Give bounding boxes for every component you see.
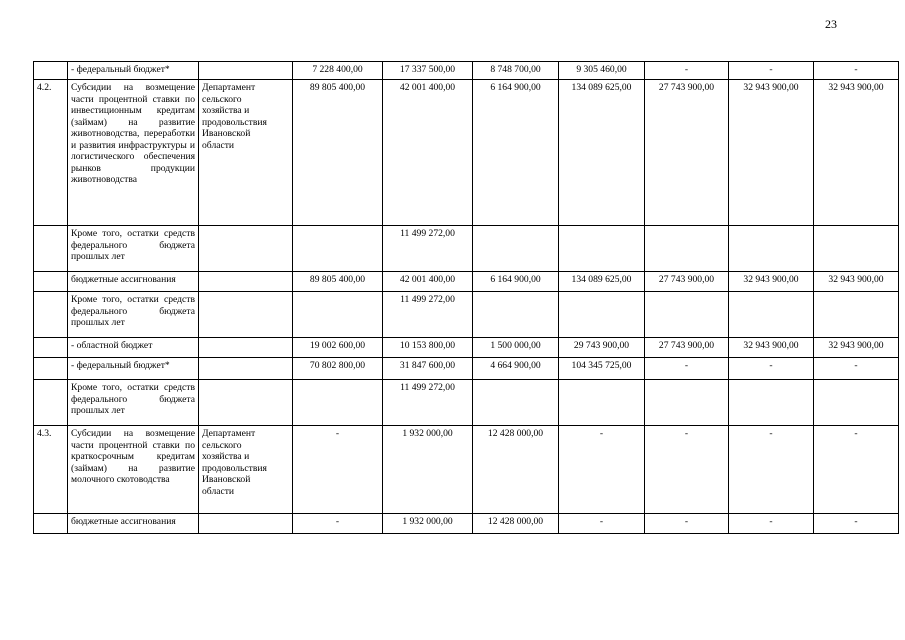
amount-cell: - xyxy=(293,514,383,534)
row-description-cell: - федеральный бюджет* xyxy=(68,62,199,80)
amount-cell: 11 499 272,00 xyxy=(383,226,473,272)
department-line: продовольствия xyxy=(202,116,267,128)
amount-cell: 27 743 900,00 xyxy=(645,80,729,226)
row-description-cell: Субсидии на возмещение части процентной ставки по инвестиционным кредитам (займам) на развитие животноводства, переработки и развития инфраструктуры и логистического обеспечения рынков продукции животноводства xyxy=(68,80,199,226)
amount-cell: 32 943 900,00 xyxy=(729,272,814,292)
department-line: Ивановской xyxy=(202,128,251,139)
amount-cell: 1 932 000,00 xyxy=(383,514,473,534)
table-row xyxy=(34,80,899,226)
amount-cell: - xyxy=(729,514,814,534)
amount-cell: 12 428 000,00 xyxy=(473,426,559,514)
amount-cell: 1 932 000,00 xyxy=(383,426,473,514)
amount-cell: 27 743 900,00 xyxy=(645,338,729,358)
row-code-cell xyxy=(34,62,68,80)
row-department-cell xyxy=(199,62,293,80)
amount-cell: 10 153 800,00 xyxy=(383,338,473,358)
amount-cell: 134 089 625,00 xyxy=(559,272,645,292)
row-description-cell: - областной бюджет xyxy=(68,338,199,358)
table-row xyxy=(34,514,899,534)
table-row xyxy=(34,380,899,426)
row-description-cell: - федеральный бюджет* xyxy=(68,358,199,380)
row-department-cell xyxy=(199,80,293,226)
amount-cell: 7 228 400,00 xyxy=(293,62,383,80)
amount-cell: 32 943 900,00 xyxy=(729,80,814,226)
table-row xyxy=(34,358,899,380)
page-number: 23 xyxy=(825,17,837,31)
row-department-cell xyxy=(199,358,293,380)
table-row xyxy=(34,226,899,272)
amount-cell xyxy=(729,292,814,338)
amount-cell: 6 164 900,00 xyxy=(473,272,559,292)
amount-cell: 31 847 600,00 xyxy=(383,358,473,380)
amount-cell: - xyxy=(645,514,729,534)
amount-cell xyxy=(293,292,383,338)
amount-cell: - xyxy=(729,358,814,380)
department-line: сельского xyxy=(202,439,242,451)
row-department-cell xyxy=(199,380,293,426)
amount-cell: 4 664 900,00 xyxy=(473,358,559,380)
row-description-cell: Кроме того, остатки средств федерального бюджета прошлых лет xyxy=(68,292,199,338)
amount-cell xyxy=(559,380,645,426)
amount-cell: - xyxy=(729,62,814,80)
amount-cell: 12 428 000,00 xyxy=(473,514,559,534)
row-code-cell: 4.2. xyxy=(34,80,68,226)
department-line: продовольствия xyxy=(202,462,267,474)
table-row xyxy=(34,62,899,80)
row-description-cell: бюджетные ассигнования xyxy=(68,514,199,534)
amount-cell xyxy=(293,226,383,272)
amount-cell: 32 943 900,00 xyxy=(814,272,899,292)
row-department-cell xyxy=(199,514,293,534)
amount-cell: 6 164 900,00 xyxy=(473,80,559,226)
department-line: области xyxy=(202,485,235,497)
table-row xyxy=(34,272,899,292)
department-line: Департамент xyxy=(202,428,256,439)
amount-cell xyxy=(645,292,729,338)
row-department-cell xyxy=(199,226,293,272)
amount-cell: 89 805 400,00 xyxy=(293,272,383,292)
amount-cell: 29 743 900,00 xyxy=(559,338,645,358)
row-description-cell: Субсидии на возмещение части процентной ставки по краткосрочным кредитам (займам) на развитие молочного скотоводства xyxy=(68,426,199,514)
amount-cell: - xyxy=(729,426,814,514)
amount-cell xyxy=(645,380,729,426)
row-code-cell xyxy=(34,272,68,292)
row-department-cell xyxy=(199,292,293,338)
amount-cell xyxy=(559,292,645,338)
amount-cell: 17 337 500,00 xyxy=(383,62,473,80)
department-line: области xyxy=(202,139,235,151)
amount-cell: - xyxy=(645,358,729,380)
amount-cell: 27 743 900,00 xyxy=(645,272,729,292)
table-row xyxy=(34,426,899,514)
amount-cell xyxy=(814,380,899,426)
amount-cell xyxy=(729,380,814,426)
amount-cell xyxy=(814,226,899,272)
table-row xyxy=(34,292,899,338)
department-line: хозяйства и xyxy=(202,105,250,116)
department-line: Департамент xyxy=(202,82,256,93)
amount-cell: - xyxy=(814,62,899,80)
budget-table-body xyxy=(34,62,899,534)
department-line: Ивановской xyxy=(202,474,251,485)
amount-cell: 70 802 800,00 xyxy=(293,358,383,380)
department-line: хозяйства и xyxy=(202,451,250,462)
row-code-cell xyxy=(34,292,68,338)
amount-cell: - xyxy=(645,426,729,514)
row-code-cell xyxy=(34,380,68,426)
amount-cell xyxy=(473,226,559,272)
amount-cell xyxy=(293,380,383,426)
amount-cell: - xyxy=(814,358,899,380)
amount-cell xyxy=(473,380,559,426)
amount-cell: 8 748 700,00 xyxy=(473,62,559,80)
row-description-cell: Кроме того, остатки средств федерального бюджета прошлых лет xyxy=(68,380,199,426)
row-code-cell xyxy=(34,338,68,358)
row-code-cell xyxy=(34,358,68,380)
amount-cell: 19 002 600,00 xyxy=(293,338,383,358)
amount-cell xyxy=(729,226,814,272)
amount-cell xyxy=(814,292,899,338)
amount-cell: - xyxy=(559,514,645,534)
amount-cell xyxy=(559,226,645,272)
amount-cell: 42 001 400,00 xyxy=(383,272,473,292)
department-line: сельского xyxy=(202,93,242,105)
row-code-cell xyxy=(34,514,68,534)
amount-cell: 9 305 460,00 xyxy=(559,62,645,80)
amount-cell: - xyxy=(559,426,645,514)
amount-cell: - xyxy=(645,62,729,80)
budget-table xyxy=(33,61,899,534)
row-description-cell: Кроме того, остатки средств федерального бюджета прошлых лет xyxy=(68,226,199,272)
amount-cell: 104 345 725,00 xyxy=(559,358,645,380)
amount-cell: - xyxy=(814,426,899,514)
row-code-cell: 4.3. xyxy=(34,426,68,514)
row-department-cell xyxy=(199,272,293,292)
amount-cell: 32 943 900,00 xyxy=(814,338,899,358)
row-department-cell xyxy=(199,338,293,358)
amount-cell: - xyxy=(814,514,899,534)
amount-cell xyxy=(645,226,729,272)
row-code-cell xyxy=(34,226,68,272)
row-department-cell xyxy=(199,426,293,514)
table-row xyxy=(34,338,899,358)
amount-cell: 89 805 400,00 xyxy=(293,80,383,226)
amount-cell: - xyxy=(293,426,383,514)
amount-cell: 134 089 625,00 xyxy=(559,80,645,226)
amount-cell: 11 499 272,00 xyxy=(383,380,473,426)
amount-cell: 32 943 900,00 xyxy=(729,338,814,358)
amount-cell: 1 500 000,00 xyxy=(473,338,559,358)
row-description-cell: бюджетные ассигнования xyxy=(68,272,199,292)
amount-cell xyxy=(473,292,559,338)
amount-cell: 11 499 272,00 xyxy=(383,292,473,338)
amount-cell: 32 943 900,00 xyxy=(814,80,899,226)
amount-cell: 42 001 400,00 xyxy=(383,80,473,226)
